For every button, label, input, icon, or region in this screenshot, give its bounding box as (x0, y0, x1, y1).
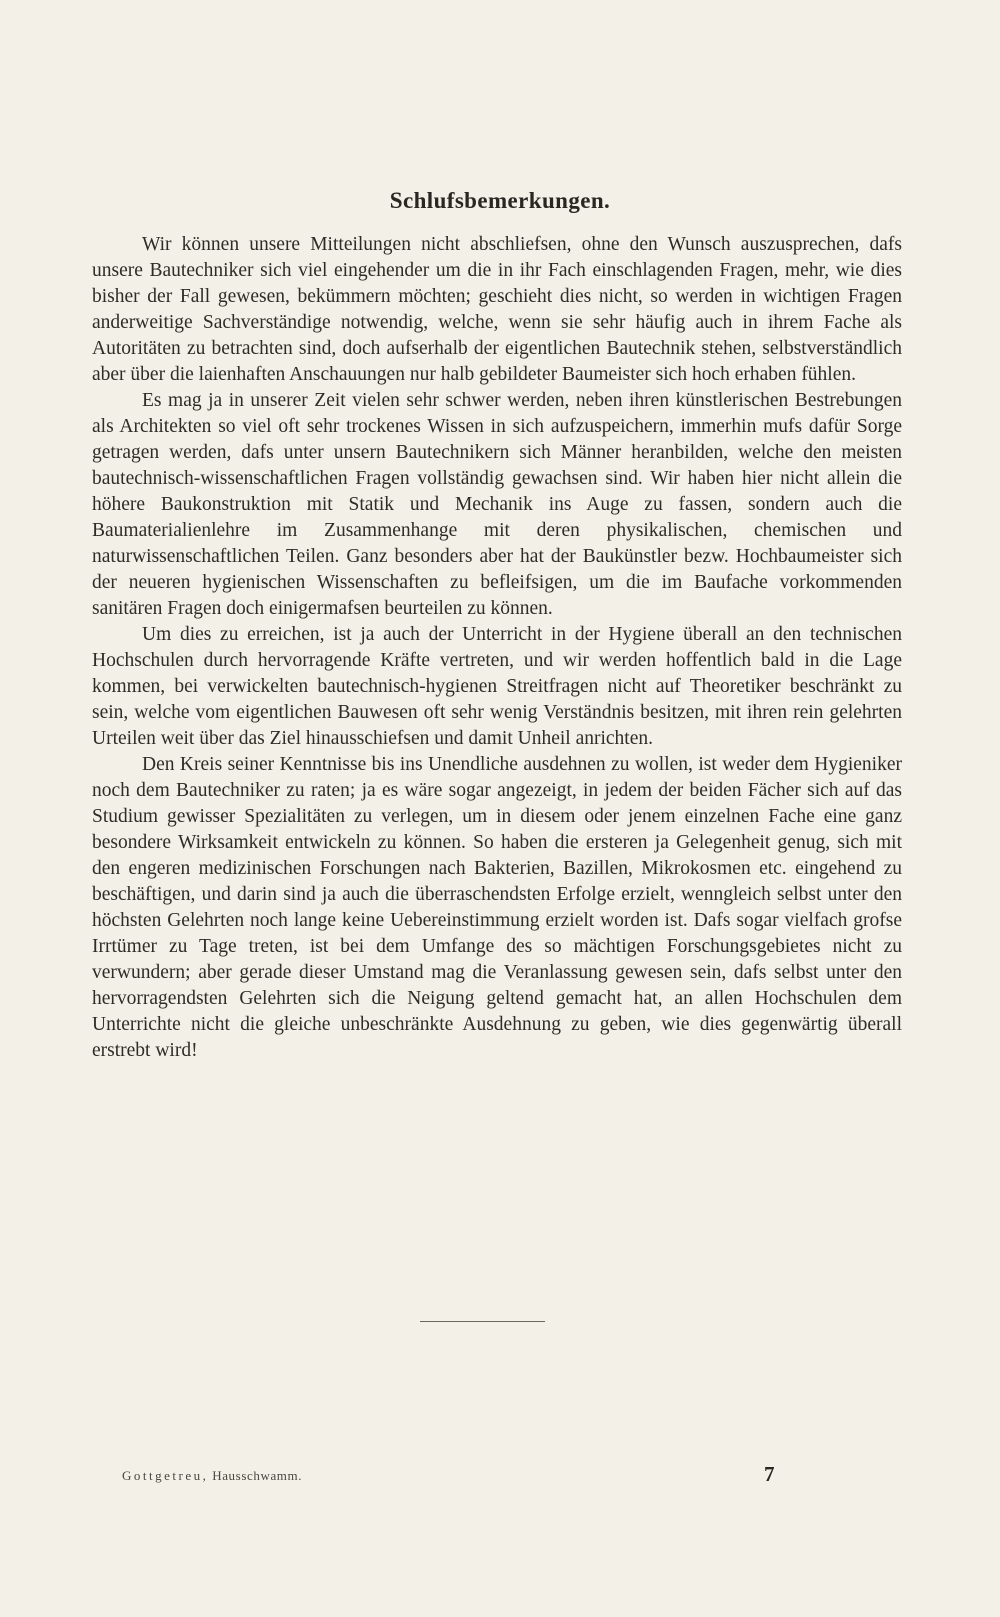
footer-work: Hausschwamm. (212, 1468, 303, 1483)
signature-mark: 7 (764, 1462, 775, 1486)
footer-author: Gottgetreu, (122, 1468, 209, 1483)
paragraph-1: Wir können unsere Mitteilungen nicht abschliefsen, ohne den Wunsch auszusprechen, dafs unsere Bautechniker sich viel eingehender um die in ihr Fach einschlagenden Fragen, mehr, wie dies bisher der Fall gewesen, bekümmern möchten; geschieht dies nicht, so werden in wichtigen Fragen anderweitige Sachverständige notwendig, welche, wenn sie sehr häufig auch in ihrem Fache als Autoritäten zu betrachten sind, doch aufserhalb der eigentlichen Bautechnik stehen, selbstverständlich aber über die laienhaften Anschauungen nur halb gebildeter Baumeister sich hoch erhaben fühlen. (92, 234, 902, 385)
footer-running-title (122, 1468, 302, 1484)
page-title: Schlufsbemerkungen. (389, 188, 611, 213)
paragraph-3: Um dies zu erreichen, ist ja auch der Unterricht in der Hygiene überall an den technischen Hochschulen durch hervorragende Kräfte vertreten, und wir werden hoffentlich bald in die Lage kommen, bei verwickelten bautechnisch-hygienen Streitfragen nicht auf Theoretiker beschränkt zu sein, welche vom eigentlichen Bauwesen oft sehr wenig Verständnis besitzen, mit ihren rein gelehrten Urteilen weit über das Ziel hinausschiefsen und damit Unheil anrichten. (92, 624, 902, 749)
section-divider (420, 1321, 545, 1322)
paragraph-4: Den Kreis seiner Kenntnisse bis ins Unendliche ausdehnen zu wollen, ist weder dem Hygieniker noch dem Bautechniker zu raten; ja es wäre sogar angezeigt, in jedem der beiden Fächer sich auf das Studium gewisser Spezialitäten zu verlegen, um in diesem oder jenem einzelnen Fache eine ganz besondere Wirksamkeit entwickeln zu können. So haben die ersteren ja Gelegenheit genug, sich mit den engeren medizinischen Forschungen nach Bakterien, Bazillen, Mikrokosmen etc. eingehend zu beschäftigen, und darin sind ja auch die überraschendsten Erfolge erzielt, wenngleich selbst unter den höchsten Gelehrten noch lange keine Uebereinstimmung erzielt worden ist. Dafs sogar vielfach grofse Irrtümer zu Tage treten, ist bei dem Umfange des so mächtigen Forschungsgebietes nicht zu verwundern; aber gerade dieser Umstand mag die Veranlassung gewesen sein, dafs selbst unter den hervorragendsten Gelehrten sich die Neigung geltend gemacht hat, an allen Hochschulen dem Unterrichte nicht die gleiche unbeschränkte Ausdehnung zu geben, wie dies gegenwärtig überall erstrebt wird! (92, 754, 902, 1061)
body-text (92, 232, 902, 1064)
paragraph-2: Es mag ja in unserer Zeit vielen sehr schwer werden, neben ihren künstlerischen Bestrebungen als Architekten so viel oft sehr trockenes Wissen in sich aufzuspeichern, immerhin mufs dafür Sorge getragen werden, dafs unter unsern Bautechnikern sich Männer heranbilden, welche den meisten bautechnisch-wissenschaftlichen Fragen vollständig gewachsen sind. Wir haben hier nicht allein die höhere Baukonstruktion mit Statik und Mechanik ins Auge zu fassen, sondern auch die Baumaterialienlehre im Zusammenhange mit deren physikalischen, chemischen und naturwissenschaftlichen Teilen. Ganz besonders aber hat der Baukünstler bezw. Hochbaumeister sich der neueren hygienischen Wissenschaften zu befleifsigen, um die im Baufache vorkommenden sanitären Fragen doch einigermafsen beurteilen zu können. (92, 390, 902, 619)
